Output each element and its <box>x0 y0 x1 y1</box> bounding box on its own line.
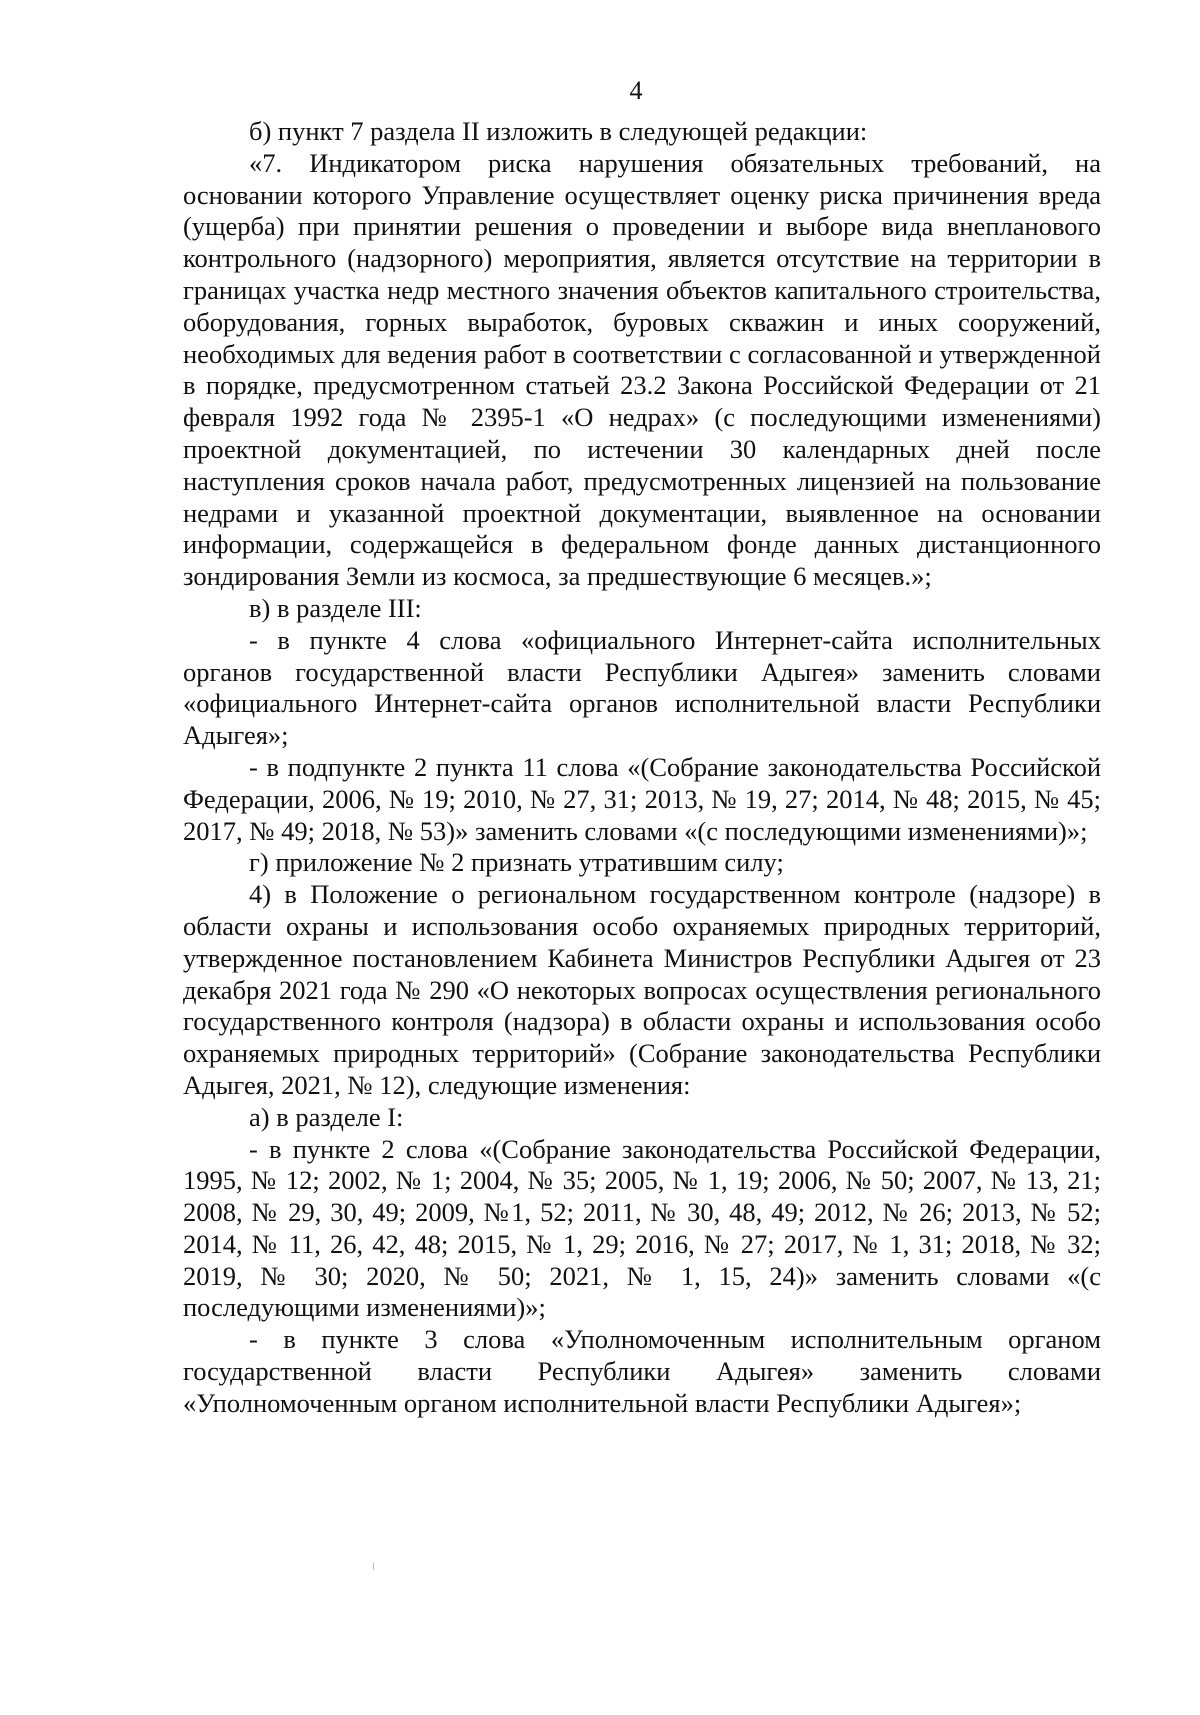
paragraph-point-4-website: - в пункте 4 слова «официального Интернет-сайта исполнительных органов государственной власти Республики Адыгея» заменить словами «официального Интернет-сайта органов исполнительной власти Республики Адыгея»; <box>183 624 1101 751</box>
scan-artifact <box>373 1563 374 1570</box>
paragraph-item-v-section-3: в) в разделе III: <box>249 592 422 623</box>
page-number: 4 <box>629 76 643 105</box>
paragraph-item-g-appendix: г) приложение № 2 признать утратившим силу; <box>249 847 784 878</box>
paragraph-item-a-section-1: а) в разделе I: <box>249 1101 404 1132</box>
paragraph-point-11-subpoint-2: - в подпункте 2 пункта 11 слова «(Собрание законодательства Российской Федерации, 2006, № 19; 2010, № 27, 31; 2013, № 19, 27; 2014, № 48; 2015, № 45; 2017, № 49; 2018, № 53)» заменить словами «(с последующими изменениями)»; <box>183 751 1101 846</box>
paragraph-item-b-section-2: б) пункт 7 раздела II изложить в следующей редакции: <box>249 116 868 146</box>
paragraph-risk-indicator: «7. Индикатором риска нарушения обязательных требований, на основании которого Управление осуществляет оценку риска причинения вреда (ущерба) при принятии решения о проведении и выборе вида внепланового контрольного (надзорного) мероприятия, является отсутствие на территории в границах участка недр местного значения объектов капитального строительства, оборудования, горных выработок, буровых скважин и иных сооружений, необходимых для ведения работ в соответствии с согласованной и утвержденной в порядке, предусмотренном статьей 23.2 Закона Российской Федерации от 21 февраля 1992 года № 2395-1 «О недрах» (с последующими изменениями) проектной документацией, по истечении 30 календарных дней после наступления сроков начала работ, предусмотренных лицензией на пользование недрами и указанной проектной документации, выявленное на основании информации, содержащейся в федеральном фонде данных дистанционного зондирования Земли из космоса, за предшествующие 6 месяцев.»; <box>183 147 1101 592</box>
document-body <box>183 116 1101 1420</box>
paragraph-item-4-regulation: 4) в Положение о региональном государственном контроле (надзоре) в области охраны и использования особо охраняемых природных территорий, утвержденное постановлением Кабинета Министров Республики Адыгея от 23 декабря 2021 года № 290 «О некоторых вопросах осуществления регионального государственного контроля (надзора) в области охраны и использования особо охраняемых природных территорий» (Собрание законодательства Республики Адыгея, 2021, № 12), следующие изменения: <box>183 879 1101 1100</box>
paragraph-point-3-authority: - в пункте 3 слова «Уполномоченным исполнительным органом государственной власти Республики Адыгея» заменить словами «Уполномоченным органом исполнительной власти Республики Адыгея»; <box>183 1324 1101 1418</box>
paragraph-point-2-collection: - в пункте 2 слова «(Собрание законодательства Российской Федерации, 1995, № 12; 2002, № 1; 2004, № 35; 2005, № 1, 19; 2006, № 50; 2007, № 13, 21; 2008, № 29, 30, 49; 2009, №1, 52; 2011, № 30, 48, 49; 2012, № 26; 2013, № 52; 2014, № 11, 26, 42, 48; 2015, № 1, 29; 2016, № 27; 2017, № 1, 31; 2018, № 32; 2019, № 30; 2020, № 50; 2021, № 1, 15, 24)» заменить словами «(с последующими изменениями)»; <box>183 1133 1101 1323</box>
